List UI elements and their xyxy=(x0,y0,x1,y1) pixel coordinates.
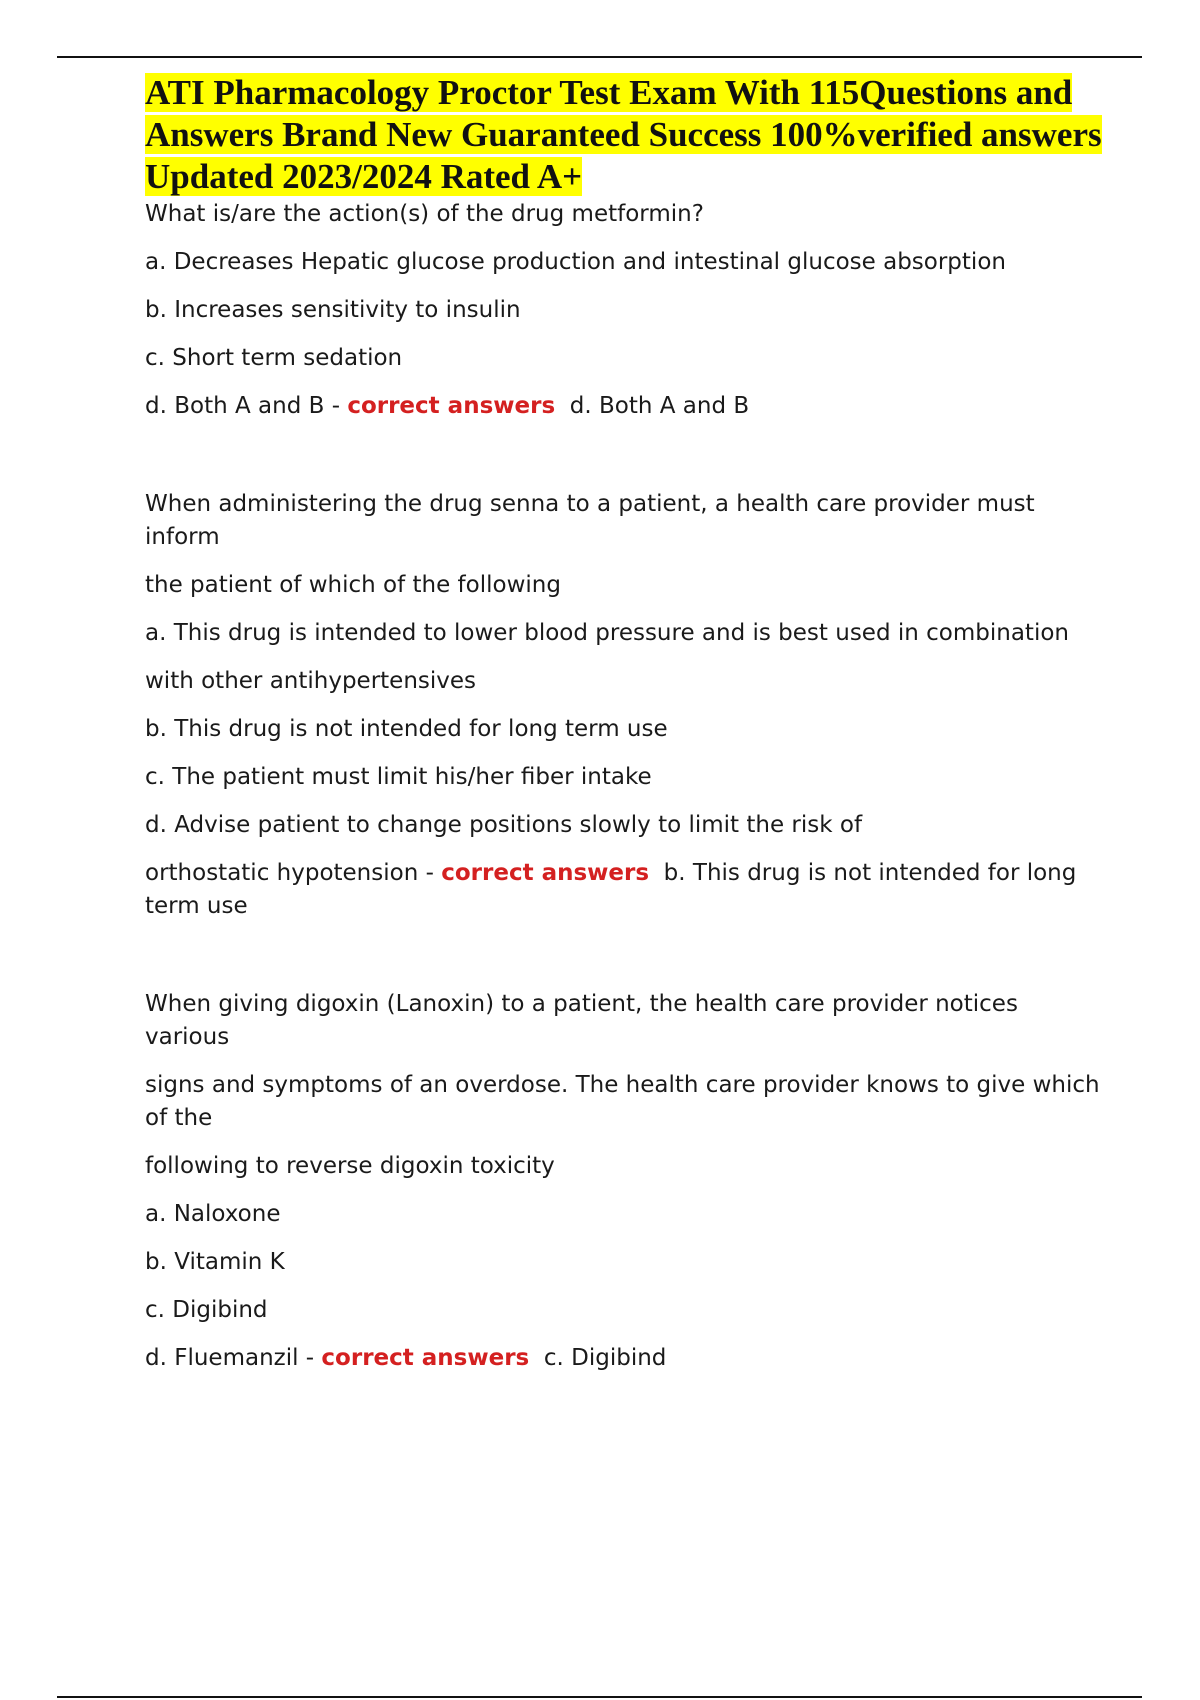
option-a: a. This drug is intended to lower blood pressure and is best used in combination xyxy=(145,620,1069,646)
correct-answers-label: correct answers xyxy=(347,393,556,419)
document-page xyxy=(145,72,1105,1390)
correct-answers-label: correct answers xyxy=(321,1345,530,1371)
question-block-1 xyxy=(145,198,1105,423)
option-b: b. Vitamin K xyxy=(145,1249,285,1275)
option-d: d. Advise patient to change positions slowly to limit the risk of xyxy=(145,812,863,838)
correct-answers-label: correct answers xyxy=(441,860,650,886)
option-c: c. Digibind xyxy=(145,1297,268,1323)
question-text-continued: following to reverse digoxin toxicity xyxy=(145,1153,555,1179)
option-d-with-answer xyxy=(145,1342,1105,1375)
option-a: a. Naloxone xyxy=(145,1201,281,1227)
option-c: c. The patient must limit his/her fiber intake xyxy=(145,764,652,790)
option-d: d. Fluemanzil - xyxy=(145,1345,322,1371)
option-a-continued: with other antihypertensives xyxy=(145,668,477,694)
option-d-continued: orthostatic hypotension - xyxy=(145,860,442,886)
question-block-2 xyxy=(145,488,1105,923)
question-text: What is/are the action(s) of the drug metformin? xyxy=(145,201,704,227)
answer-text: c. Digibind xyxy=(543,1345,667,1371)
bottom-rule xyxy=(57,1696,1142,1698)
question-text: When administering the drug senna to a patient, a health care provider must inform xyxy=(145,491,1035,550)
option-a: a. Decreases Hepatic glucose production and intestinal glucose absorption xyxy=(145,249,1006,275)
answer-text: d. Both A and B xyxy=(569,393,750,419)
title-highlight: ATI Pharmacology Proctor Test Exam With 115Questions and Answers Brand New Guaranteed Success 100%verified answers Updated 2023/2024 Rated A+ xyxy=(145,73,1102,196)
option-b: b. Increases sensitivity to insulin xyxy=(145,297,521,323)
option-b: b. This drug is not intended for long term use xyxy=(145,716,668,742)
option-d-with-answer xyxy=(145,390,1105,423)
document-title xyxy=(145,72,1105,198)
option-d-with-answer xyxy=(145,857,1105,923)
question-text-continued: signs and symptoms of an overdose. The health care provider knows to give which of the xyxy=(145,1072,1100,1131)
option-c: c. Short term sedation xyxy=(145,345,403,371)
top-rule xyxy=(57,56,1142,58)
question-block-3 xyxy=(145,988,1105,1375)
question-text: When giving digoxin (Lanoxin) to a patient, the health care provider notices various xyxy=(145,991,1018,1050)
option-d: d. Both A and B - xyxy=(145,393,348,419)
question-text-continued: the patient of which of the following xyxy=(145,572,561,598)
answer-text: b. This drug is not intended for long term use xyxy=(145,860,1077,919)
